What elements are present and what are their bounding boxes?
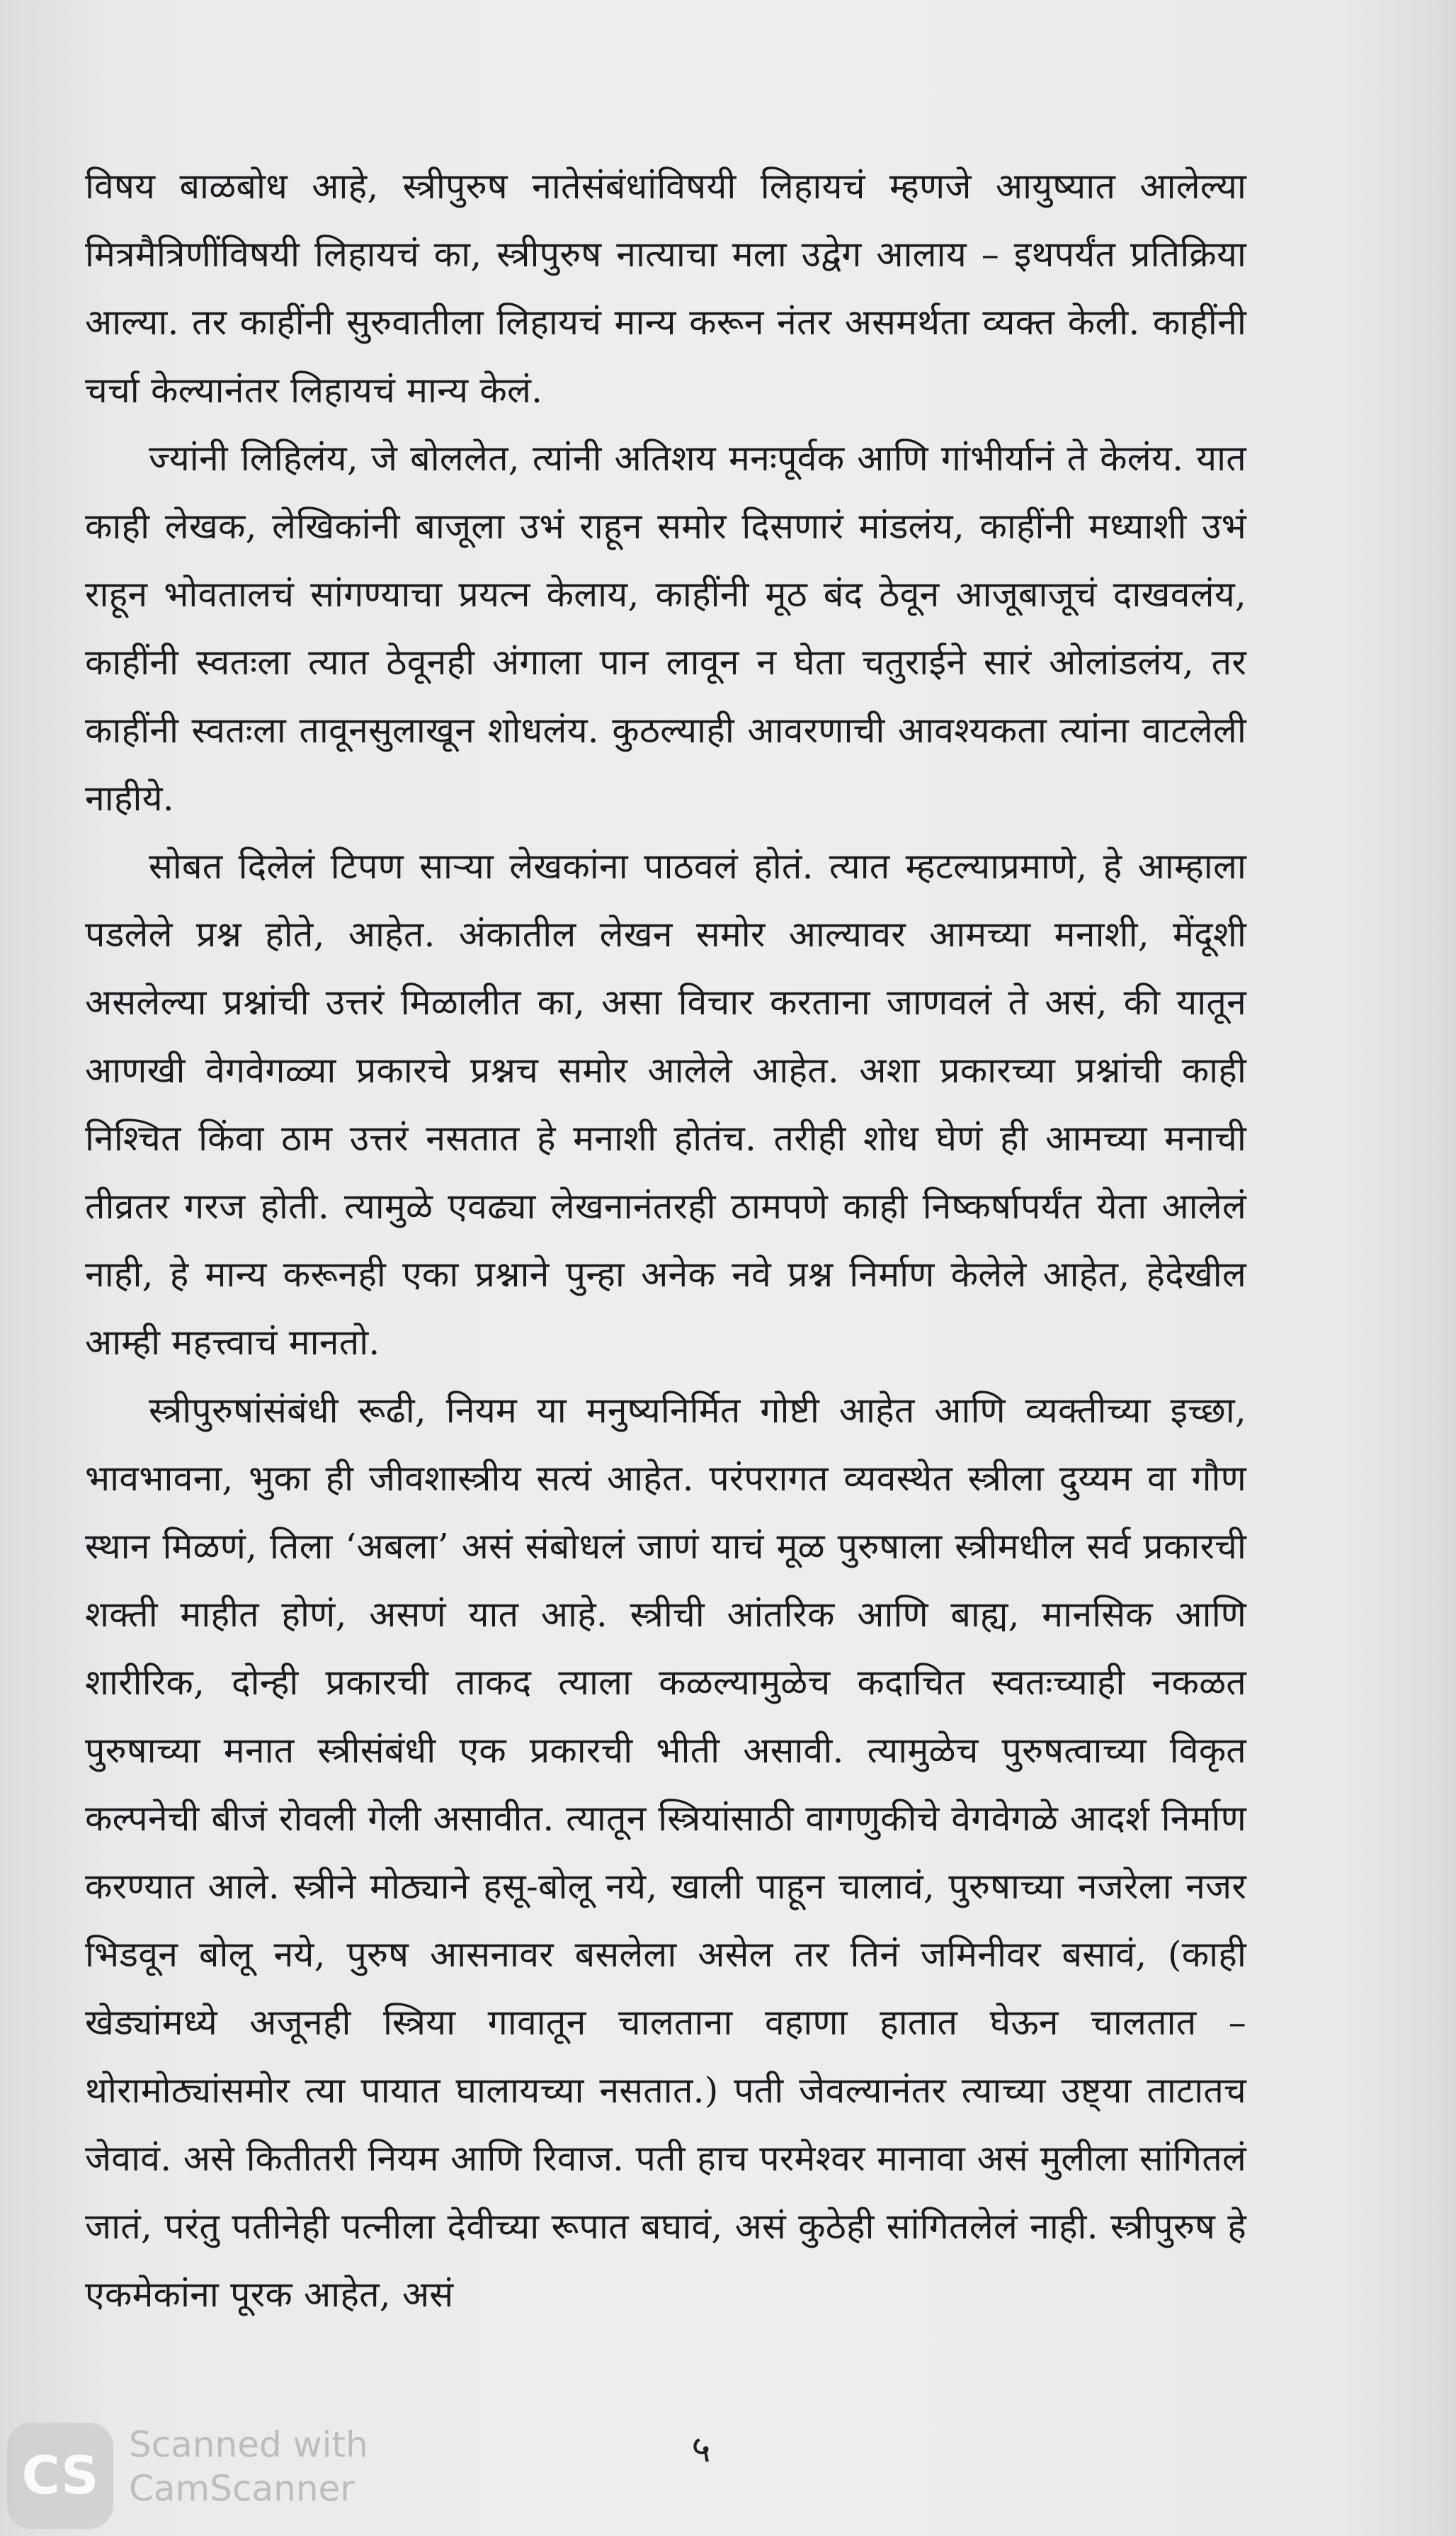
- camscanner-logo-text: CS: [21, 2445, 99, 2506]
- watermark-line-2: CamScanner: [129, 2468, 355, 2509]
- camscanner-logo-icon: [7, 2423, 113, 2529]
- watermark-line-1: Scanned with: [129, 2424, 368, 2465]
- paragraph-1: विषय बाळबोध आहे, स्त्रीपुरुष नातेसंबंधांविषयी लिहायचं म्हणजे आयुष्यात आलेल्या मित्रमैत्रिणींविषयी लिहायचं का, स्त्रीपुरुष नात्याचा मला उद्वेग आलाय – इथपर्यंत प्रतिक्रिया आल्या. तर काहींनी सुरुवातीला लिहायचं मान्य करून नंतर असमर्थता व्यक्त केली. काहींनी चर्चा केल्यानंतर लिहायचं मान्य केलं.: [85, 166, 1246, 411]
- paragraph-4: स्त्रीपुरुषांसंबंधी रूढी, नियम या मनुष्यनिर्मित गोष्टी आहेत आणि व्यक्तीच्या इच्छा, भावभावना, भुका ही जीवशास्त्रीय सत्यं आहेत. परंपरागत व्यवस्थेत स्त्रीला दुय्यम वा गौण स्थान मिळणं, तिला ‘अबला’ असं संबोधलं जाणं याचं मूळ पुरुषाला स्त्रीमधील सर्व प्रकारची शक्ती माहीत होणं, असणं यात आहे. स्त्रीची आंतरिक आणि बाह्य, मानसिक आणि शारीरिक, दोन्ही प्रकारची ताकद त्याला कळल्यामुळेच कदाचित स्वतःच्याही नकळत पुरुषाच्या मनात स्त्रीसंबंधी एक प्रकारची भीती असावी. त्यामुळेच पुरुषत्वाच्या विकृत कल्पनेची बीजं रोवली गेली असावीत. त्यातून स्त्रियांसाठी वागणुकीचे वेगवेगळे आदर्श निर्माण करण्यात आले. स्त्रीने मोठ्याने हसू-बोलू नये, खाली पाहून चालावं, पुरुषाच्या नजरेला नजर भिडवून बोलू नये, पुरुष आसनावर बसलेला असेल तर तिनं जमिनीवर बसावं, (काही खेड्यांमध्ये अजूनही स्त्रिया गावातून चालताना वहाणा हातात घेऊन चालतात – थोरामोठ्यांसमोर त्या पायात घालायच्या नसतात.) पती जेवल्यानंतर त्याच्या उष्ट्या ताटातच जेवावं. असे कितीतरी नियम आणि रिवाज. पती हाच परमेश्वर मानावा असं मुलीला सांगितलं जातं, परंतु पतीनेही पत्नीला देवीच्या रूपात बघावं, असं कुठेही सांगितलेलं नाही. स्त्रीपुरुष हे एकमेकांना पूरक आहेत, असं: [85, 1390, 1247, 2315]
- camscanner-watermark: [129, 2423, 368, 2510]
- body-text: [85, 152, 1246, 2328]
- paragraph-2: ज्यांनी लिहिलंय, जे बोललेत, त्यांनी अतिशय मनःपूर्वक आणि गांभीर्यानं ते केलंय. यात काही लेखक, लेखिकांनी बाजूला उभं राहून समोर दिसणारं मांडलंय, काहींनी मध्याशी उभं राहून भोवतालचं सांगण्याचा प्रयत्न केलाय, काहींनी मूठ बंद ठेवून आजूबाजूचं दाखवलंय, काहींनी स्वतःला त्यात ठेवूनही अंगाला पान लावून न घेता चतुराईने सारं ओलांडलंय, तर काहींनी स्वतःला तावूनसुलाखून शोधलंय. कुठल्याही आवरणाची आवश्यकता त्यांना वाटलेली नाहीये.: [85, 438, 1246, 819]
- page-number: ५: [691, 2428, 711, 2471]
- paragraph-3: सोबत दिलेलं टिपण साऱ्या लेखकांना पाठवलं होतं. त्यात म्हटल्याप्रमाणे, हे आम्हाला पडलेले प्रश्न होते, आहेत. अंकातील लेखन समोर आल्यावर आमच्या मनाशी, मेंदूशी असलेल्या प्रश्नांची उत्तरं मिळालीत का, असा विचार करताना जाणवलं ते असं, की यातून आणखी वेगवेगळ्या प्रकारचे प्रश्नच समोर आलेले आहेत. अशा प्रकारच्या प्रश्नांची काही निश्चित किंवा ठाम उत्तरं नसतात हे मनाशी होतंच. तरीही शोध घेणं ही आमच्या मनाची तीव्रतर गरज होती. त्यामुळे एवढ्या लेखनानंतरही ठामपणे काही निष्कर्षापर्यंत येता आलेलं नाही, हे मान्य करूनही एका प्रश्नाने पुन्हा अनेक नवे प्रश्न निर्माण केलेले आहेत, हेदेखील आम्ही महत्त्वाचं मानतो.: [85, 846, 1246, 1363]
